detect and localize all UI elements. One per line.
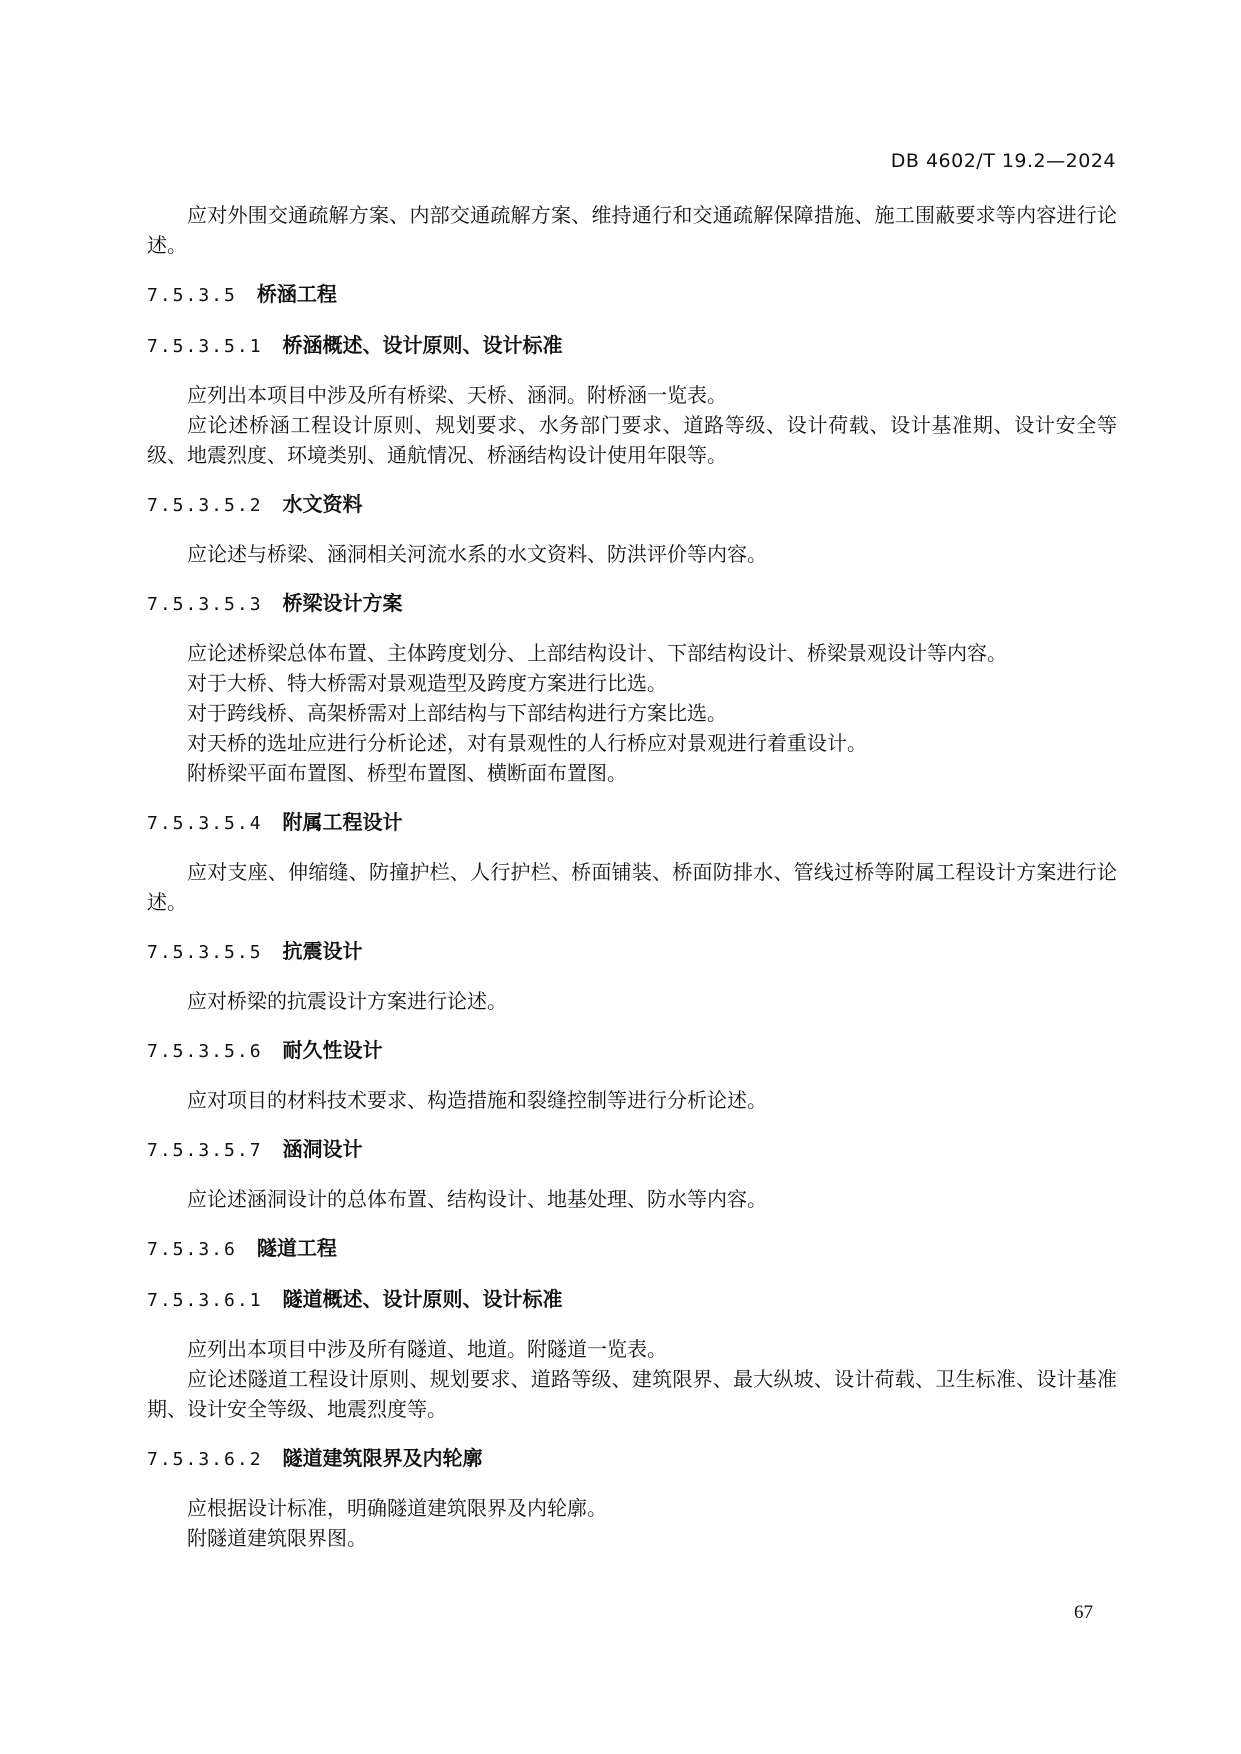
section-title: 桥涵概述、设计原则、设计标准 [282, 333, 563, 357]
paragraph: 对于大桥、特大桥需对景观造型及跨度方案进行比选。 [187, 671, 667, 695]
section-title: 桥涵工程 [256, 282, 337, 306]
document-code: DB 4602/T 19.2—2024 [890, 150, 1116, 172]
paragraph: 应对项目的材料技术要求、构造措施和裂缝控制等进行分析论述。 [187, 1088, 767, 1112]
section-heading [147, 1443, 1117, 1475]
paragraph: 对于跨线桥、高架桥需对上部结构与下部结构进行方案比选。 [187, 701, 727, 725]
section-heading [147, 279, 1117, 311]
section-heading [147, 489, 1117, 521]
section-number: 7.5.3.5 [147, 285, 237, 306]
paragraph: 应列出本项目中涉及所有桥梁、天桥、涵洞。附桥涵一览表。 [187, 383, 727, 407]
section-number: 7.5.3.5.7 [147, 1140, 263, 1161]
section-number: 7.5.3.5.5 [147, 942, 263, 963]
section-number: 7.5.3.5.4 [147, 813, 263, 834]
section-heading [147, 588, 1117, 620]
paragraph: 附隧道建筑限界图。 [187, 1526, 367, 1550]
paragraph: 应论述桥梁总体布置、主体跨度划分、上部结构设计、下部结构设计、桥梁景观设计等内容。 [187, 641, 1007, 665]
section-title: 耐久性设计 [282, 1038, 383, 1062]
section-number: 7.5.3.6.1 [147, 1290, 263, 1311]
section-heading [147, 330, 1117, 362]
section-heading [147, 1284, 1117, 1316]
document-body [147, 200, 1117, 1553]
paragraph: 应论述与桥梁、涵洞相关河流水系的水文资料、防洪评价等内容。 [187, 542, 767, 566]
section-number: 7.5.3.5.1 [147, 336, 263, 357]
paragraph: 应根据设计标准，明确隧道建筑限界及内轮廓。 [187, 1496, 607, 1520]
section-heading [147, 1134, 1117, 1166]
paragraph: 应对支座、伸缩缝、防撞护栏、人行护栏、桥面铺装、桥面防排水、管线过桥等附属工程设计方案进行论述。 [147, 860, 1117, 914]
page-number: 67 [1074, 1602, 1093, 1623]
paragraph: 对天桥的选址应进行分析论述，对有景观性的人行桥应对景观进行着重设计。 [187, 731, 867, 755]
paragraph: 应对外围交通疏解方案、内部交通疏解方案、维持通行和交通疏解保障措施、施工围蔽要求等内容进行论述。 [147, 203, 1117, 257]
section-number: 7.5.3.6 [147, 1239, 237, 1260]
paragraph: 应论述桥涵工程设计原则、规划要求、水务部门要求、道路等级、设计荷载、设计基准期、设计安全等级、地震烈度、环境类别、通航情况、桥涵结构设计使用年限等。 [147, 413, 1117, 467]
paragraph: 应列出本项目中涉及所有隧道、地道。附隧道一览表。 [187, 1337, 667, 1361]
section-title: 隧道建筑限界及内轮廓 [282, 1446, 483, 1470]
section-title: 桥梁设计方案 [282, 591, 403, 615]
paragraph: 应论述涵洞设计的总体布置、结构设计、地基处理、防水等内容。 [187, 1187, 767, 1211]
section-title: 隧道概述、设计原则、设计标准 [282, 1287, 563, 1311]
section-number: 7.5.3.5.6 [147, 1041, 263, 1062]
section-number: 7.5.3.6.2 [147, 1449, 263, 1470]
section-number: 7.5.3.5.2 [147, 495, 263, 516]
section-heading [147, 807, 1117, 839]
paragraph: 附桥梁平面布置图、桥型布置图、横断面布置图。 [187, 761, 627, 785]
section-heading [147, 936, 1117, 968]
section-title: 涵洞设计 [282, 1137, 363, 1161]
paragraph: 应对桥梁的抗震设计方案进行论述。 [187, 989, 507, 1013]
section-heading [147, 1233, 1117, 1265]
section-title: 水文资料 [282, 492, 363, 516]
section-heading [147, 1035, 1117, 1067]
section-title: 附属工程设计 [282, 810, 403, 834]
section-title: 抗震设计 [282, 939, 363, 963]
section-title: 隧道工程 [256, 1236, 337, 1260]
paragraph: 应论述隧道工程设计原则、规划要求、道路等级、建筑限界、最大纵坡、设计荷载、卫生标准、设计基准期、设计安全等级、地震烈度等。 [147, 1367, 1117, 1421]
section-number: 7.5.3.5.3 [147, 594, 263, 615]
